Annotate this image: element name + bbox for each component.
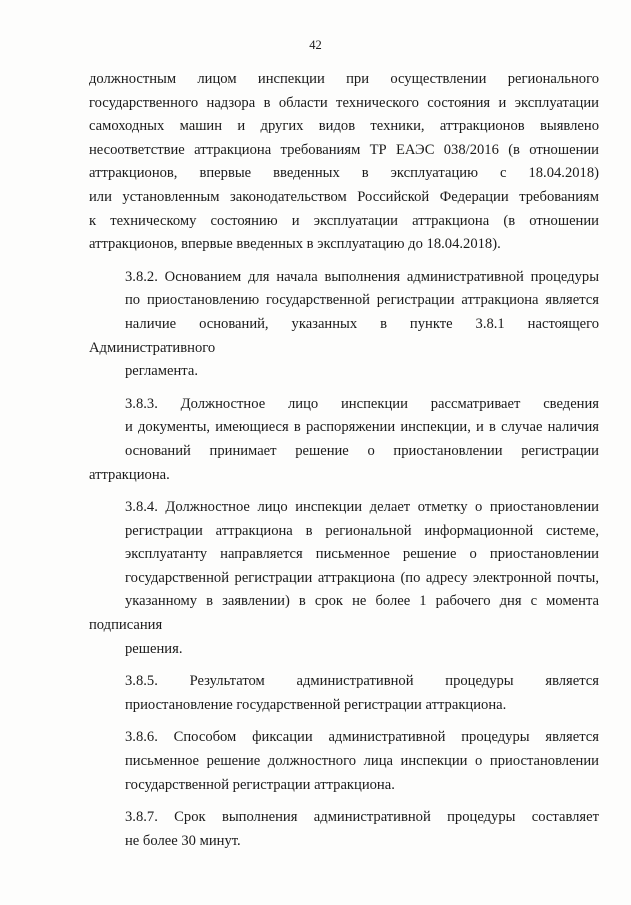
text-line: регламента. xyxy=(125,363,198,380)
text-line: наличие оснований, указанных в пункте 3.8.1 настоящего Административного xyxy=(89,315,599,356)
paragraph-3-8-2 xyxy=(89,266,599,384)
page-number: 42 xyxy=(309,38,322,52)
paragraph-3-8-6 xyxy=(89,726,599,797)
text-line: оснований принимает решение о приостановлении регистрации аттракциона. xyxy=(89,442,599,483)
text-line: 3.8.4. Должностное лицо инспекции делает отметку о приостановлении xyxy=(125,499,599,516)
text-line: или установленным законодательством Российской Федерации требованиям xyxy=(89,188,599,205)
text-line: к техническому состоянию и эксплуатации аттракциона (в отношении xyxy=(89,212,599,229)
text-line: приостановление государственной регистрации аттракциона. xyxy=(125,696,507,713)
text-line: решения. xyxy=(125,640,183,657)
text-line: государственной регистрации аттракциона (по адресу электронной почты, xyxy=(125,569,599,586)
paragraph-3-8-7 xyxy=(89,806,599,853)
text-line: указанному в заявлении) в срок не более 1 рабочего дня с момента подписания xyxy=(89,593,599,634)
text-line: письменное решение должностного лица инспекции о приостановлении xyxy=(125,753,599,770)
paragraph-3-8-5 xyxy=(89,670,599,717)
document-body xyxy=(89,68,599,853)
paragraph-continuation xyxy=(89,68,599,257)
text-line: государственного надзора в области технического состояния и эксплуатации xyxy=(89,94,599,111)
text-line: регистрации аттракциона в региональной информационной системе, xyxy=(125,522,599,539)
text-line: государственной регистрации аттракциона. xyxy=(125,776,395,793)
text-line: 3.8.7. Срок выполнения административной процедуры составляет xyxy=(125,809,599,826)
text-line: 3.8.3. Должностное лицо инспекции рассматривает сведения xyxy=(125,395,599,412)
paragraph-3-8-3 xyxy=(89,393,599,487)
text-line: самоходных машин и других видов техники, аттракционов выявлено xyxy=(89,118,599,135)
paragraph-3-8-4 xyxy=(89,496,599,661)
text-line: и документы, имеющиеся в распоряжении инспекции, и в случае наличия xyxy=(125,419,599,436)
text-line: 3.8.2. Основанием для начала выполнения административной процедуры xyxy=(125,268,599,285)
text-line: не более 30 минут. xyxy=(125,832,241,849)
text-line: аттракционов, впервые введенных в эксплуатацию с 18.04.2018) xyxy=(89,165,599,182)
text-line: должностным лицом инспекции при осуществлении регионального xyxy=(89,71,599,87)
text-line: по приостановлению государственной регистрации аттракциона является xyxy=(125,292,599,309)
text-line: аттракционов, впервые введенных в эксплуатацию до 18.04.2018). xyxy=(89,236,501,253)
text-line: 3.8.5. Результатом административной процедуры является xyxy=(125,673,599,690)
text-line: несоответствие аттракциона требованиям ТР ЕАЭС 038/2016 (в отношении xyxy=(89,141,599,158)
text-line: эксплуатанту направляется письменное решение о приостановлении xyxy=(125,546,599,563)
text-line: 3.8.6. Способом фиксации административной процедуры является xyxy=(125,729,599,746)
